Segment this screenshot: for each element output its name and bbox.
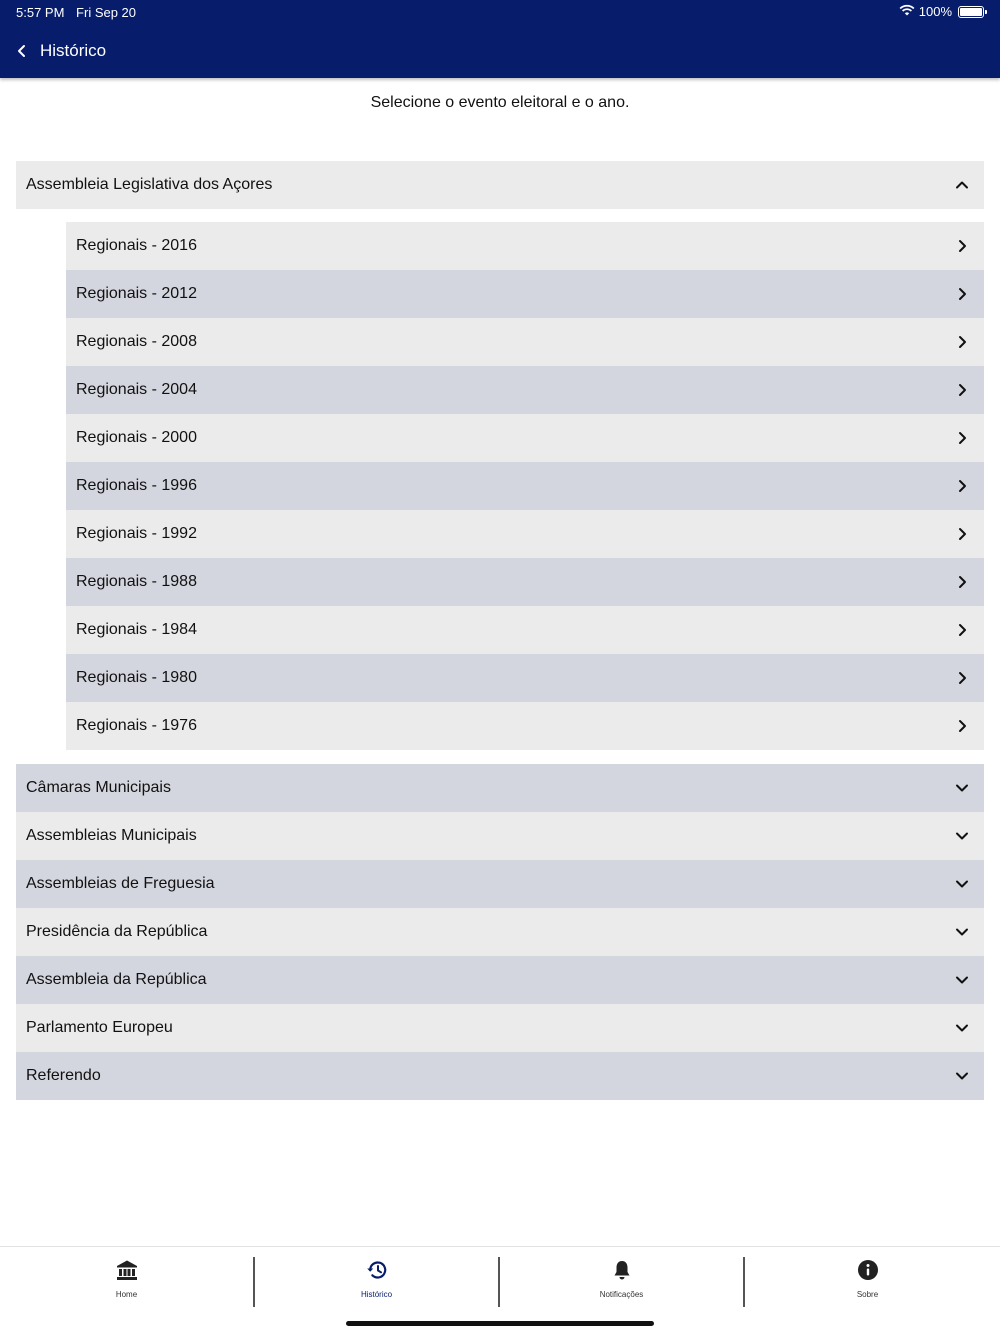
tab-label: Sobre [856, 1290, 879, 1299]
chevron-down-icon [954, 876, 970, 892]
chevron-right-icon [954, 622, 970, 638]
year-item-1976[interactable] [66, 702, 984, 750]
status-indicators [899, 4, 984, 19]
battery-icon [958, 6, 984, 18]
chevron-down-icon [954, 828, 970, 844]
section-label: Parlamento Europeu [26, 1019, 173, 1036]
year-label: Regionais - 1996 [76, 477, 197, 494]
year-label: Regionais - 1976 [76, 717, 197, 734]
section-label: Câmaras Municipais [26, 779, 171, 796]
section-header-acores[interactable] [16, 161, 984, 209]
status-bar [0, 0, 1000, 24]
year-label: Regionais - 2004 [76, 381, 197, 398]
chevron-up-icon [954, 177, 970, 193]
tab-historico[interactable] [255, 1247, 498, 1311]
chevron-right-icon [954, 574, 970, 590]
year-item-2016[interactable] [66, 222, 984, 270]
tab-home[interactable] [0, 1247, 253, 1311]
wifi-icon [899, 4, 915, 19]
section-header-presidencia[interactable] [16, 908, 984, 956]
year-item-1980[interactable] [66, 654, 984, 702]
info-icon [857, 1259, 879, 1286]
section-label: Referendo [26, 1067, 101, 1084]
status-clock: 5:57 PM [16, 5, 65, 20]
tab-label: Histórico [360, 1290, 393, 1299]
year-label: Regionais - 1980 [76, 669, 197, 686]
year-label: Regionais - 1992 [76, 525, 197, 542]
section-header-parlamento-europeu[interactable] [16, 1004, 984, 1052]
chevron-down-icon [954, 1068, 970, 1084]
section-header-assembleias-municipais[interactable] [16, 812, 984, 860]
chevron-right-icon [954, 334, 970, 350]
chevron-right-icon [954, 430, 970, 446]
chevron-right-icon [954, 718, 970, 734]
instructions-text: Selecione o evento eleitoral e o ano. [370, 94, 630, 111]
chevron-down-icon [954, 780, 970, 796]
year-item-2012[interactable] [66, 270, 984, 318]
home-indicator [346, 1321, 654, 1326]
year-label: Regionais - 1988 [76, 573, 197, 590]
section-header-referendo[interactable] [16, 1052, 984, 1100]
year-label: Regionais - 2008 [76, 333, 197, 350]
year-label: Regionais - 1984 [76, 621, 197, 638]
chevron-down-icon [954, 972, 970, 988]
year-item-1984[interactable] [66, 606, 984, 654]
year-item-2008[interactable] [66, 318, 984, 366]
back-button[interactable] [16, 36, 106, 66]
tab-notificacoes[interactable] [500, 1247, 743, 1311]
chevron-right-icon [954, 286, 970, 302]
chevron-down-icon [954, 1020, 970, 1036]
year-item-1988[interactable] [66, 558, 984, 606]
tab-sobre[interactable] [745, 1247, 990, 1311]
tab-label: Home [115, 1290, 138, 1299]
tab-label: Notificações [599, 1290, 644, 1299]
chevron-right-icon [954, 238, 970, 254]
section-label: Assembleias Municipais [26, 827, 197, 844]
year-label: Regionais - 2012 [76, 285, 197, 302]
chevron-right-icon [954, 526, 970, 542]
page-title: Histórico [40, 41, 107, 60]
chevron-right-icon [954, 670, 970, 686]
section-label: Assembleia da República [26, 971, 207, 988]
section-label: Assembleia Legislativa dos Açores [26, 176, 273, 193]
chevron-left-icon [16, 44, 28, 58]
history-icon [366, 1259, 388, 1286]
section-header-camaras[interactable] [16, 764, 984, 812]
section-header-assembleia-republica[interactable] [16, 956, 984, 1004]
section-header-freguesia[interactable] [16, 860, 984, 908]
section-label: Assembleias de Freguesia [26, 875, 215, 892]
year-item-1996[interactable] [66, 462, 984, 510]
election-accordion [16, 161, 984, 1100]
status-date: Fri Sep 20 [76, 5, 137, 20]
battery-percentage: 100% [918, 4, 952, 19]
chevron-down-icon [954, 924, 970, 940]
year-item-2000[interactable] [66, 414, 984, 462]
bank-icon [116, 1259, 138, 1286]
year-item-2004[interactable] [66, 366, 984, 414]
year-label: Regionais - 2000 [76, 429, 197, 446]
section-label: Presidência da República [26, 923, 208, 940]
nav-bar [0, 30, 1000, 72]
app-header [0, 0, 1000, 78]
chevron-right-icon [954, 478, 970, 494]
chevron-right-icon [954, 382, 970, 398]
bell-icon [611, 1259, 633, 1286]
year-item-1992[interactable] [66, 510, 984, 558]
year-label: Regionais - 2016 [76, 237, 197, 254]
status-time [16, 5, 136, 20]
year-list [66, 222, 984, 750]
